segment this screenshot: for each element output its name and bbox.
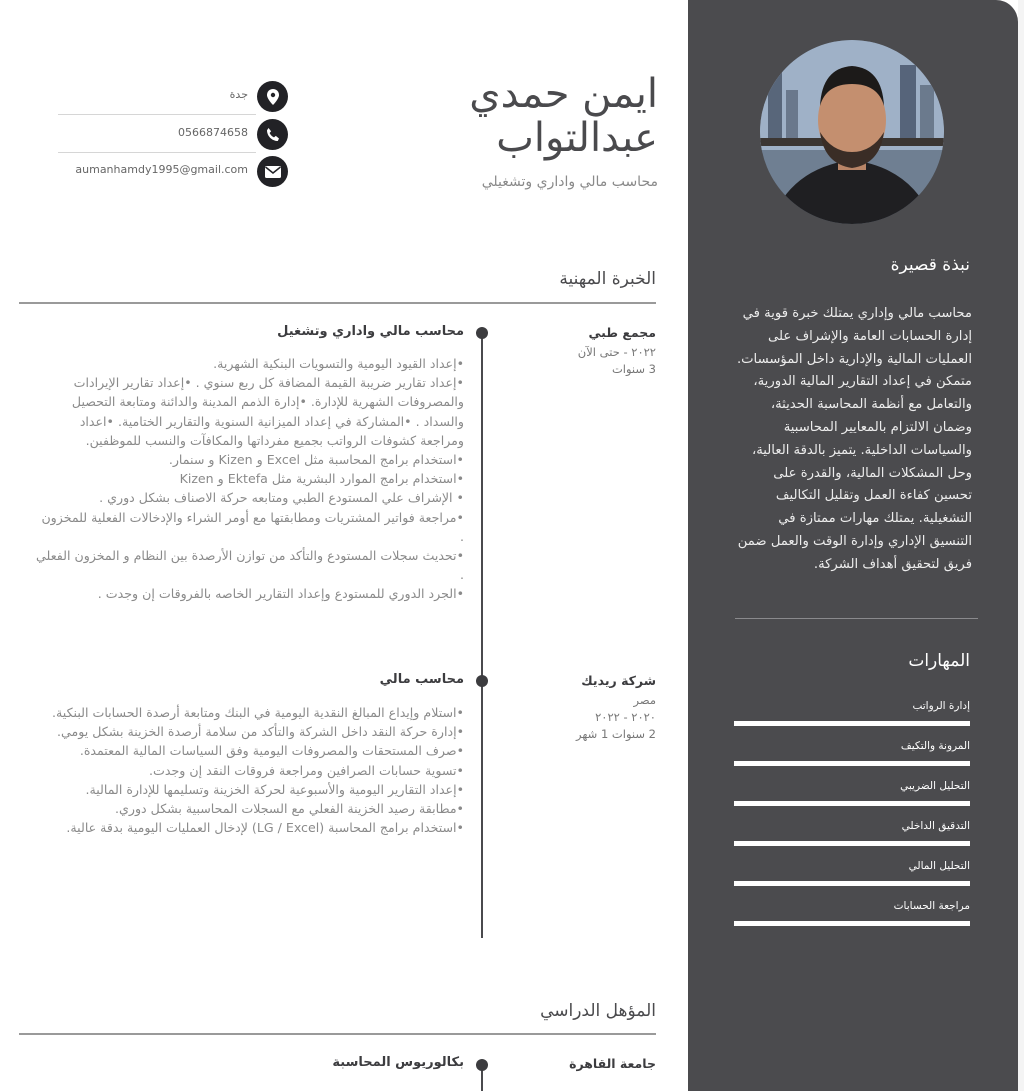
experience-rule — [19, 302, 656, 304]
about-title: نبذة قصيرة — [890, 255, 970, 275]
email-icon — [257, 156, 288, 187]
skill-item — [734, 778, 972, 818]
skills-list — [734, 698, 972, 938]
degree-name: بكالوريوس المحاسبة — [332, 1055, 464, 1070]
timeline-dot — [476, 675, 488, 687]
duty-item: •تحديث سجلات المستودع والتأكد من توازن الأرصدة بين النظام و المخزون الفعلي . — [36, 548, 464, 583]
phone-icon — [257, 119, 288, 150]
skill-item — [734, 698, 972, 738]
job-role: محاسب مالي — [379, 672, 464, 687]
duty-item: •الجرد الدوري للمستودع وإعداد التقارير الخاصه بالفروقات إن وجدت . — [97, 586, 464, 602]
skill-bar — [734, 801, 970, 806]
name-line-2: عبدالتواب — [496, 115, 658, 161]
job-period: ٢٠٢٠ - ٢٠٢٢ — [595, 710, 656, 724]
job-duties — [36, 703, 464, 837]
university-name: جامعة القاهرة — [569, 1056, 656, 1071]
avatar — [760, 40, 944, 224]
job-duration: 2 سنوات 1 شهر — [576, 727, 656, 741]
job-meta — [526, 344, 656, 378]
duty-item: •تسوية حسابات الصرافين ومراجعة فروقات النقد إن وجدت. — [149, 762, 464, 778]
page-edge — [1018, 0, 1024, 1091]
timeline-line — [481, 334, 483, 938]
job-duration: 3 سنوات — [611, 362, 656, 376]
location-pin-icon — [257, 81, 288, 112]
job-title: محاسب مالي واداري وتشغيلي — [481, 174, 658, 190]
skill-label: التحليل المالي — [908, 860, 970, 872]
contact-divider — [58, 114, 256, 115]
contact-divider — [58, 152, 256, 153]
job-period: ٢٠٢٢ - حتى الآن — [577, 345, 656, 359]
contact-email — [40, 154, 290, 188]
phone-text[interactable]: 0566874658 — [178, 126, 248, 139]
skill-bar — [734, 841, 970, 846]
duty-item: •استخدام برامج المحاسبة مثل Excel و Kizen و سنمار. — [168, 452, 464, 468]
job-role: محاسب مالي واداري وتشغيل — [277, 324, 464, 339]
skill-bar — [734, 921, 970, 926]
skills-title: المهارات — [908, 651, 970, 671]
duty-item: •صرف المستحقات والمصروفات اليومية وفق السياسات المالية المعتمدة. — [79, 743, 464, 759]
skill-bar — [734, 721, 970, 726]
duty-item: •إعداد القيود اليومية والتسويات البنكية الشهرية. — [213, 356, 464, 371]
location-text: جدة — [229, 88, 248, 101]
duty-item: •مطابقة رصيد الخزينة الفعلي مع السجلات المحاسبية بشكل دوري. — [115, 801, 464, 817]
duty-item: •استلام وإيداع المبالغ النقدية اليومية في البنك ومتابعة أرصدة الحسابات البنكية. — [52, 705, 464, 720]
skill-label: إدارة الرواتب — [912, 700, 970, 712]
profile-photo — [760, 40, 944, 224]
timeline-dot — [476, 327, 488, 339]
duty-item: •إدارة حركة النقد داخل الشركة والتأكد من سلامة أرصدة الخزينة بشكل يومي. — [56, 724, 464, 740]
duty-item: •إعداد التقارير اليومية والأسبوعية لحركة الخزينة وتسليمها للإدارة المالية. — [85, 781, 464, 797]
skill-item — [734, 858, 972, 898]
duty-item: •مراجعة فواتير المشتريات ومطابقتها مع أومر الشراء والإدخالات الفعلية للمخزون . — [41, 509, 464, 544]
name-line-1: ايمن حمدي — [469, 71, 658, 117]
skill-label: التحليل الضريبي — [900, 780, 970, 792]
sidebar-divider — [735, 618, 978, 619]
skill-bar — [734, 881, 970, 886]
person-name — [400, 72, 658, 160]
education-title: المؤهل الدراسي — [540, 1001, 656, 1021]
about-text: محاسب مالي وإداري يمتلك خبرة قوية في إدارة الحسابات العامة والإشراف على العمليات المالية والإدارية داخل المؤسسات. متمكن في إعداد التقارير المالية الدورية، والتعامل مع أنظمة المحاسبة الحديثة، وضمان الالتزام بالمعايير المحاسبية والسياسات الداخلية. يتميز بالدقة العالية، وحل المشكلات المالية، والقدرة على تحسين كفاءة العمل وتقليل التكاليف التشغيلية. يمتلك مهارات ممتازة في التنسيق الإداري وإدارة الوقت والعمل ضمن فريق لتحقيق أهداف الشركة. — [736, 306, 972, 572]
experience-title: الخبرة المهنية — [559, 269, 656, 289]
contact-location — [40, 79, 290, 113]
duty-item: •إعداد تقارير ضريبة القيمة المضافة كل ربع سنوي . •إعداد تقارير الإيرادات والمصروفات الشهرية للإدارة. •إدارة الذمم المدينة والدائنة ومتابعة التحصيل والسداد . •المشاركة في إعداد الميزانية السنوية والتقارير الختامية. •اعداد ومراجعة كشوفات الرواتب بجميع مفرداتها والمكافآت والنسب للموظفين. — [71, 375, 464, 448]
contact-phone — [40, 117, 290, 151]
skill-label: المرونة والتكيف — [900, 740, 970, 752]
job-meta — [526, 692, 656, 743]
skill-item — [734, 898, 972, 938]
job-location: مصر — [633, 693, 656, 707]
timeline-dot — [476, 1059, 488, 1071]
skill-label: التدقيق الداخلي — [901, 820, 970, 832]
company-name: شركة ريديك — [581, 673, 656, 688]
email-text[interactable]: aumanhamdy1995@gmail.com — [75, 163, 248, 176]
duty-item: •استخدام برامج المحاسبة (LG / Excel) لإدخال العمليات اليومية بدقة عالية. — [66, 820, 464, 836]
duty-item: •استخدام برامج الموارد البشرية مثل Ektefa و Kizen — [179, 471, 464, 487]
skill-item — [734, 738, 972, 778]
skill-bar — [734, 761, 970, 766]
skill-item — [734, 818, 972, 858]
company-name: مجمع طبي — [588, 325, 656, 340]
duty-item: • الإشراف علي المستودع الطبي ومتابعه حركة الاصناف بشكل دوري . — [99, 490, 464, 506]
job-duties — [36, 354, 464, 604]
education-rule — [19, 1033, 656, 1035]
skill-label: مراجعة الحسابات — [893, 900, 970, 912]
